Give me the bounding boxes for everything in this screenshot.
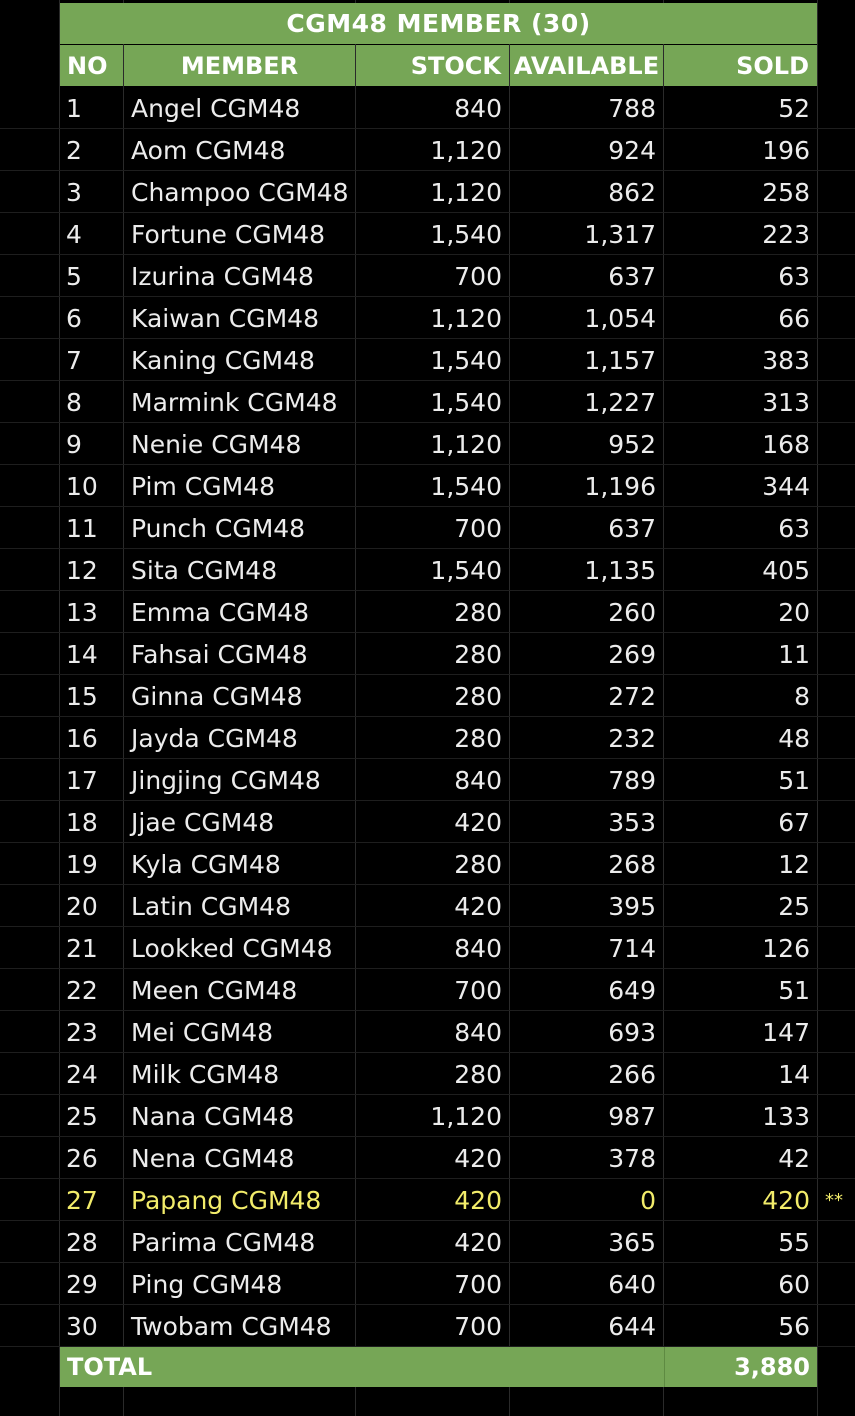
table-row [60,1263,840,1305]
cell-member[interactable]: Latin CGM48 [131,891,291,921]
table-row [60,801,840,843]
total-label[interactable]: TOTAL [67,1352,153,1381]
cell-member[interactable]: Jayda CGM48 [131,723,298,753]
cell-member[interactable]: Ping CGM48 [131,1269,283,1299]
cell-member[interactable]: Jjae CGM48 [131,807,275,837]
cell-sold[interactable]: 52 [778,93,810,123]
cell-sold[interactable]: 20 [778,597,810,627]
cell-sold[interactable]: 147 [762,1017,810,1047]
cell-sold[interactable]: 14 [778,1059,810,1089]
cell-no[interactable]: 24 [66,1059,98,1089]
cell-sold[interactable]: 51 [778,765,810,795]
cell-no[interactable]: 10 [66,471,98,501]
cell-available[interactable]: 0 [640,1185,656,1215]
grid-line [0,1010,855,1011]
grid-line [0,968,855,969]
grid-line [0,632,855,633]
cell-available[interactable]: 640 [608,1269,656,1299]
table-row [60,717,840,759]
table-row [60,1221,840,1263]
table-row [60,675,840,717]
grid-line [0,1136,855,1137]
table-row [60,381,840,423]
cell-member[interactable]: Kyla CGM48 [131,849,281,879]
cell-available[interactable]: 644 [608,1311,656,1341]
grid-line [0,548,855,549]
cell-sold[interactable]: 344 [762,471,810,501]
cell-sold[interactable]: 420 [762,1185,810,1215]
cell-stock[interactable]: 1,120 [430,135,502,165]
cell-sold[interactable]: 11 [778,639,810,669]
header-stock[interactable]: STOCK [356,45,509,86]
cell-sold[interactable]: 56 [778,1311,810,1341]
cell-stock[interactable]: 1,120 [430,303,502,333]
cell-member[interactable]: Lookked CGM48 [131,933,333,963]
cell-member[interactable]: Fahsai CGM48 [131,639,308,669]
cell-stock[interactable]: 280 [454,681,502,711]
table-row [60,1305,840,1347]
cell-stock[interactable]: 420 [454,1143,502,1173]
cell-available[interactable]: 232 [608,723,656,753]
cell-no[interactable]: 29 [66,1269,98,1299]
cell-no[interactable]: 2 [66,135,82,165]
table-title: CGM48 MEMBER (30) [60,3,817,44]
cell-sold[interactable]: 63 [778,261,810,291]
cell-no[interactable]: 28 [66,1227,98,1257]
cell-stock[interactable]: 700 [454,1269,502,1299]
cell-no[interactable]: 14 [66,639,98,669]
table-row [60,549,840,591]
cell-available[interactable]: 637 [608,513,656,543]
table-row [60,465,840,507]
grid-line [0,716,855,717]
cell-stock[interactable]: 280 [454,597,502,627]
grid-line [0,926,855,927]
cell-sold[interactable]: 60 [778,1269,810,1299]
grid-line [0,128,855,129]
table-row [60,423,840,465]
table-row [60,591,840,633]
cell-sold[interactable]: 223 [762,219,810,249]
cell-member[interactable]: Parima CGM48 [131,1227,316,1257]
cell-no[interactable]: 6 [66,303,82,333]
grid-line [0,212,855,213]
cell-member[interactable]: Meen CGM48 [131,975,298,1005]
cell-sold[interactable]: 168 [762,429,810,459]
grid-line [0,1262,855,1263]
cell-no[interactable]: 5 [66,261,82,291]
cell-stock[interactable]: 1,120 [430,1101,502,1131]
cell-member[interactable]: Fortune CGM48 [131,219,326,249]
grid-line [0,170,855,171]
cell-member[interactable]: Aom CGM48 [131,135,286,165]
cell-sold[interactable]: 66 [778,303,810,333]
cell-available[interactable]: 269 [608,639,656,669]
cell-stock[interactable]: 280 [454,849,502,879]
cell-member[interactable]: Nana CGM48 [131,1101,295,1131]
row-note-mark[interactable]: ** [825,1189,843,1211]
grid-line [0,464,855,465]
cell-stock[interactable]: 700 [454,261,502,291]
cell-available[interactable]: 714 [608,933,656,963]
cell-available[interactable]: 987 [608,1101,656,1131]
table-row [60,1095,840,1137]
cell-sold[interactable]: 25 [778,891,810,921]
grid-line [0,800,855,801]
cell-available[interactable]: 649 [608,975,656,1005]
cell-no[interactable]: 16 [66,723,98,753]
cell-member[interactable]: Twobam CGM48 [131,1311,332,1341]
cell-no[interactable]: 7 [66,345,82,375]
cell-member[interactable]: Papang CGM48 [131,1185,322,1215]
grid-line [0,338,855,339]
cell-stock[interactable]: 840 [454,933,502,963]
cell-no[interactable]: 1 [66,93,82,123]
cell-no[interactable]: 12 [66,555,98,585]
cell-sold[interactable]: 51 [778,975,810,1005]
cell-member[interactable]: Champoo CGM48 [131,177,349,207]
cell-member[interactable]: Emma CGM48 [131,597,309,627]
grid-line [0,884,855,885]
header-available[interactable]: AVAILABLE [510,45,663,86]
cell-sold[interactable]: 133 [762,1101,810,1131]
cell-stock[interactable]: 1,540 [430,345,502,375]
cell-no[interactable]: 19 [66,849,98,879]
cell-stock[interactable]: 280 [454,1059,502,1089]
grid-line [0,1304,855,1305]
cell-available[interactable]: 693 [608,1017,656,1047]
table-row [60,507,840,549]
cell-member[interactable]: Ginna CGM48 [131,681,303,711]
table-row [60,213,840,255]
grid-line [0,1346,855,1347]
cell-available[interactable]: 260 [608,597,656,627]
cell-sold[interactable]: 383 [762,345,810,375]
cell-member[interactable]: Kaning CGM48 [131,345,315,375]
cell-stock[interactable]: 420 [454,1185,502,1215]
cell-no[interactable]: 9 [66,429,82,459]
cell-no[interactable]: 17 [66,765,98,795]
cell-member[interactable]: Sita CGM48 [131,555,278,585]
grid-line [0,254,855,255]
cell-stock[interactable]: 420 [454,891,502,921]
grid-line [0,422,855,423]
cell-stock[interactable]: 420 [454,1227,502,1257]
cell-member[interactable]: Kaiwan CGM48 [131,303,319,333]
cell-stock[interactable]: 840 [454,93,502,123]
cell-available[interactable]: 1,196 [584,471,656,501]
cell-stock[interactable]: 700 [454,513,502,543]
cell-sold[interactable]: 258 [762,177,810,207]
cell-available[interactable]: 353 [608,807,656,837]
cell-no[interactable]: 26 [66,1143,98,1173]
cell-available[interactable]: 1,157 [584,345,656,375]
cell-no[interactable]: 18 [66,807,98,837]
table-row [60,1137,840,1179]
cell-available[interactable]: 637 [608,261,656,291]
cell-sold[interactable]: 126 [762,933,810,963]
cell-member[interactable]: Marmink CGM48 [131,387,338,417]
table-row [60,843,840,885]
table-row [60,171,840,213]
cell-available[interactable]: 788 [608,93,656,123]
cell-stock[interactable]: 280 [454,723,502,753]
grid-line [0,1220,855,1221]
cell-available[interactable]: 924 [608,135,656,165]
cell-sold[interactable]: 313 [762,387,810,417]
grid-line [0,1052,855,1053]
cell-stock[interactable]: 1,540 [430,471,502,501]
total-row [60,1346,817,1387]
table-row [60,1053,840,1095]
cell-available[interactable]: 365 [608,1227,656,1257]
header-member[interactable]: MEMBER [124,45,355,86]
cell-no[interactable]: 4 [66,219,82,249]
cell-member[interactable]: Angel CGM48 [131,93,301,123]
header-sold[interactable]: SOLD [664,45,817,86]
table-row [60,1011,840,1053]
table-row [60,339,840,381]
total-sold[interactable]: 3,880 [734,1352,810,1381]
cell-sold[interactable]: 8 [794,681,810,711]
table-row [60,87,840,129]
cell-no[interactable]: 21 [66,933,98,963]
cell-no[interactable]: 22 [66,975,98,1005]
cell-member[interactable]: Jingjing CGM48 [131,765,321,795]
cell-stock[interactable]: 1,540 [430,219,502,249]
cell-sold[interactable]: 196 [762,135,810,165]
table-row [60,297,840,339]
grid-line [0,1178,855,1179]
cell-no[interactable]: 20 [66,891,98,921]
cell-no[interactable]: 3 [66,177,82,207]
cell-available[interactable]: 266 [608,1059,656,1089]
cell-available[interactable]: 952 [608,429,656,459]
cell-no[interactable]: 25 [66,1101,98,1131]
cell-stock[interactable]: 840 [454,765,502,795]
cell-stock[interactable]: 420 [454,807,502,837]
grid-line [0,296,855,297]
cell-stock[interactable]: 1,540 [430,555,502,585]
grid-line [0,758,855,759]
cell-available[interactable]: 1,227 [584,387,656,417]
cell-stock[interactable]: 1,120 [430,429,502,459]
cell-member[interactable]: Nenie CGM48 [131,429,302,459]
cell-sold[interactable]: 67 [778,807,810,837]
cell-available[interactable]: 1,135 [584,555,656,585]
cell-no[interactable]: 8 [66,387,82,417]
cell-available[interactable]: 268 [608,849,656,879]
cell-available[interactable]: 395 [608,891,656,921]
header-row [60,45,817,86]
grid-line [0,1094,855,1095]
table-row [60,885,840,927]
cell-no[interactable]: 30 [66,1311,98,1341]
cell-no[interactable]: 11 [66,513,98,543]
cell-sold[interactable]: 63 [778,513,810,543]
cell-stock[interactable]: 1,540 [430,387,502,417]
cell-available[interactable]: 378 [608,1143,656,1173]
cell-no[interactable]: 27 [66,1185,98,1215]
header-no[interactable]: NO [60,45,123,86]
cell-sold[interactable]: 12 [778,849,810,879]
cell-available[interactable]: 272 [608,681,656,711]
cell-member[interactable]: Pim CGM48 [131,471,275,501]
cell-member[interactable]: Mei CGM48 [131,1017,274,1047]
cell-sold[interactable]: 48 [778,723,810,753]
grid-line [0,506,855,507]
cell-sold[interactable]: 55 [778,1227,810,1257]
cell-member[interactable]: Nena CGM48 [131,1143,295,1173]
cell-no[interactable]: 23 [66,1017,98,1047]
grid-line [0,380,855,381]
cell-available[interactable]: 1,054 [584,303,656,333]
table-row [60,129,840,171]
cell-member[interactable]: Milk CGM48 [131,1059,280,1089]
table-row [60,927,840,969]
grid-line [0,590,855,591]
cell-stock[interactable]: 700 [454,1311,502,1341]
cell-member[interactable]: Punch CGM48 [131,513,306,543]
cell-no[interactable]: 15 [66,681,98,711]
cell-stock[interactable]: 1,120 [430,177,502,207]
cell-sold[interactable]: 405 [762,555,810,585]
grid-line [0,842,855,843]
cell-member[interactable]: Izurina CGM48 [131,261,314,291]
table-row [60,759,840,801]
table-row [60,1179,843,1221]
cell-sold[interactable]: 42 [778,1143,810,1173]
cell-stock[interactable]: 840 [454,1017,502,1047]
cell-stock[interactable]: 280 [454,639,502,669]
table-row [60,255,840,297]
cell-stock[interactable]: 700 [454,975,502,1005]
cell-available[interactable]: 1,317 [584,219,656,249]
cell-available[interactable]: 789 [608,765,656,795]
cell-no[interactable]: 13 [66,597,98,627]
cell-available[interactable]: 862 [608,177,656,207]
grid-line [0,674,855,675]
table-row [60,633,840,675]
table-row [60,969,840,1011]
